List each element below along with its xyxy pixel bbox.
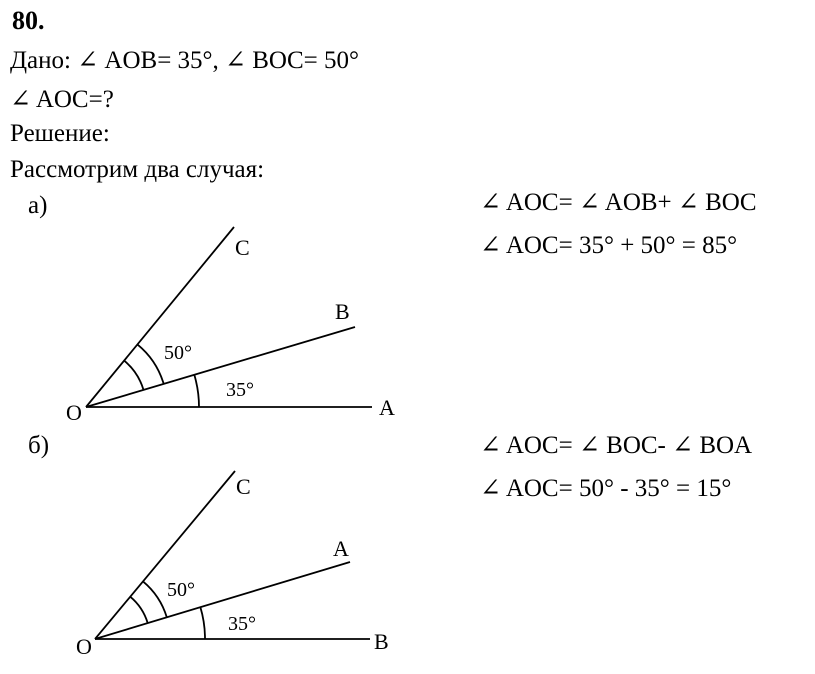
arc-35 — [194, 375, 199, 407]
case-a-equation-2: ∠ AOC= 35° + 50° = 85° — [480, 232, 738, 259]
ray-ob — [86, 327, 355, 407]
consider-two-cases: Рассмотрим два случая: — [10, 156, 265, 183]
angle-50-label: 50° — [164, 342, 192, 364]
angle-35-label: 35° — [228, 613, 256, 635]
arc-35 — [200, 607, 205, 639]
point-b-label: B — [374, 629, 389, 654]
arc-50-outer — [143, 581, 167, 617]
point-o-label: O — [76, 634, 92, 659]
question: ∠ AOC=? — [10, 86, 114, 113]
arc-50-inner — [124, 361, 143, 390]
point-o-label: O — [66, 400, 82, 425]
given-statement: Дано: ∠ AOB= 35°, ∠ BOC= 50° — [10, 47, 359, 74]
case-b-equation-2: ∠ AOC= 50° - 35° = 15° — [480, 475, 732, 502]
point-c-label: C — [236, 474, 251, 499]
point-a-label: A — [333, 536, 349, 561]
case-a-equation-1: ∠ AOC= ∠ AOB+ ∠ BOC — [480, 189, 757, 216]
ray-oc — [86, 227, 234, 407]
point-c-label: C — [235, 235, 250, 260]
problem-number: 80. — [12, 6, 45, 35]
arc-50-outer — [137, 344, 163, 384]
angle-35-label: 35° — [226, 379, 254, 401]
solution-label: Решение: — [10, 120, 110, 147]
case-b-equation-1: ∠ AOC= ∠ BOC- ∠ BOA — [480, 432, 753, 459]
point-b-label: B — [335, 299, 350, 324]
arc-50-inner — [130, 597, 148, 623]
angle-50-label: 50° — [167, 579, 195, 601]
case-a-label: а) — [28, 192, 48, 219]
point-a-label: A — [379, 395, 395, 420]
case-b-label: б) — [28, 432, 50, 459]
